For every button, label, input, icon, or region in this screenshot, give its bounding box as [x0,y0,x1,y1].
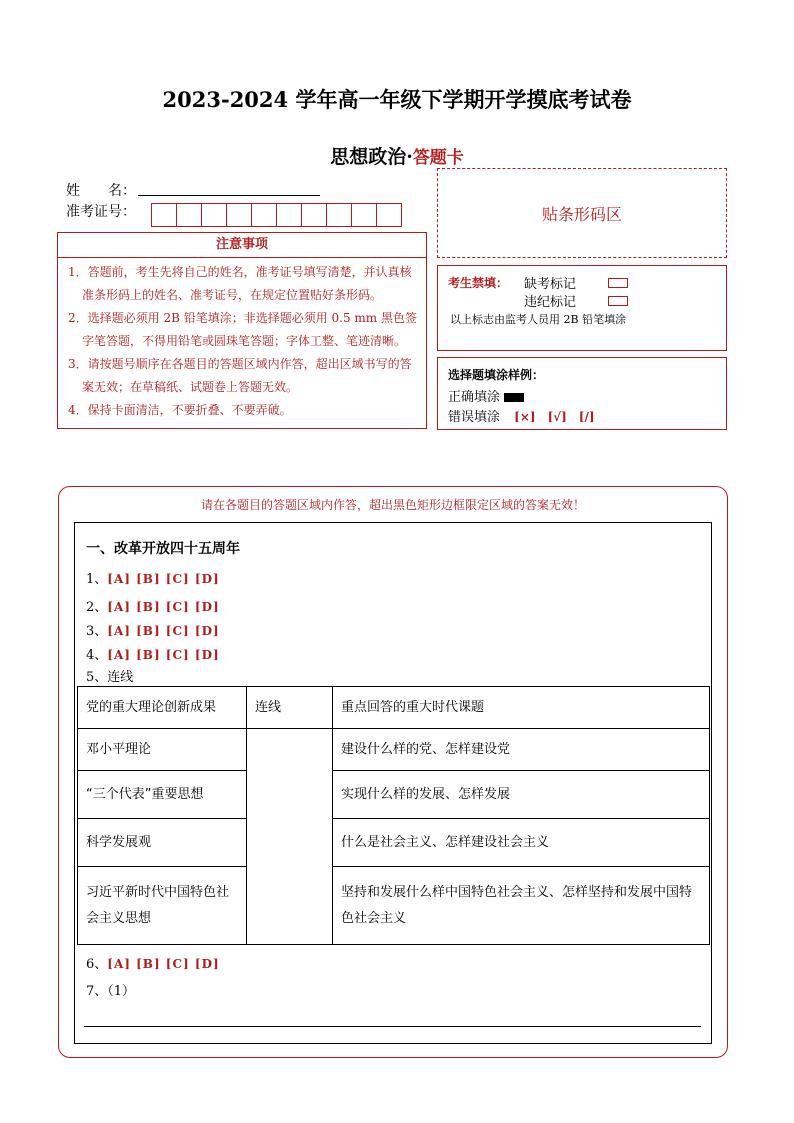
question-number: 3、 [86,624,108,639]
id-digit-box[interactable] [351,203,377,227]
fill-sample-box [437,357,727,430]
correct-fill-label [448,386,524,405]
id-digit-box[interactable] [276,203,302,227]
question-7: 7、（1） [86,984,136,999]
right-item: 坚持和发展什么样中国特色社会主义、怎样坚持和发展中国特色社会主义 [333,867,710,945]
table-row [78,729,710,771]
right-item: 实现什么样的发展、怎样发展 [333,771,710,819]
table-row [78,819,710,867]
id-digit-box[interactable] [376,203,402,227]
choice-options[interactable]: [A] [B] [C] [D] [107,648,220,662]
id-digit-box[interactable] [176,203,202,227]
notice-item: 3．请按题号顺序在各题目的答题区域内作答，超出区域书写的答案无效；在草稿纸、试题卷上答题无效。 [68,357,412,394]
question-2 [86,596,220,615]
question-5: 5、连线 [86,670,134,685]
choice-options[interactable]: [A] [B] [C] [D] [107,600,220,614]
choice-options[interactable]: [A] [B] [C] [D] [107,957,220,971]
left-item: “三个代表”重要思想 [78,771,247,819]
table-row [78,867,710,945]
question-number: 6、 [86,957,108,972]
id-digit-box[interactable] [201,203,227,227]
id-label: 准考证号： [66,204,136,220]
question-3 [86,620,220,639]
id-digit-box[interactable] [326,203,352,227]
violation-label: 违纪标记 [524,295,577,310]
right-item: 什么是社会主义、怎样建设社会主义 [333,819,710,867]
correct-fill-text: 正确填涂 [448,390,501,405]
sample-title: 选择题填涂样例： [448,368,545,382]
matching-table [77,686,710,945]
right-item: 建设什么样的党、怎样建设党 [333,729,710,771]
subject-label: 思想政治· [330,146,413,168]
id-number-boxes[interactable] [152,203,402,227]
absent-mark-box[interactable] [608,278,628,288]
forbidden-note: 以上标志由监考人员用 2B 铅笔填涂 [450,313,627,326]
violation-mark-box[interactable] [608,296,628,306]
wrong-fill-text: 错误填涂 [448,410,501,425]
id-digit-box[interactable] [151,203,177,227]
forbidden-box [437,265,727,351]
left-item: 邓小平理论 [78,729,247,771]
question-number: 2、 [86,600,108,615]
forbidden-label: 考生禁填： [448,276,509,290]
answer-line[interactable] [84,1025,701,1027]
link-area[interactable] [247,729,333,945]
header-link: 连线 [247,687,333,729]
answer-card-label: 答题卡 [412,148,464,168]
question-6 [86,953,220,972]
question-1 [86,568,220,587]
answer-area-warning: 请在各题目的答题区域内作答，超出黑色矩形边框限定区域的答案无效！ [200,498,585,512]
subject-title [0,142,794,169]
question-4 [86,644,220,663]
header-topics: 重点回答的重大时代课题 [333,687,710,729]
table-header-row [78,687,710,729]
section-title: 一、改革开放四十五周年 [86,541,240,557]
notice-item: 4．保持卡面清洁，不要折叠、不要弄破。 [68,403,292,417]
choice-options[interactable]: [A] [B] [C] [D] [107,572,220,586]
exam-title: 2023-2024 学年高一年级下学期开学摸底考试卷 [162,87,632,112]
left-item: 科学发展观 [78,819,247,867]
table-row [78,771,710,819]
name-label: 姓 名： [66,183,136,199]
id-digit-box[interactable] [226,203,252,227]
notice-title: 注意事项 [58,233,426,258]
id-digit-box[interactable] [301,203,327,227]
correct-fill-example [504,393,524,402]
wrong-fill-label [448,406,595,425]
notice-item: 2．选择题必须用 2B 铅笔填涂；非选择题必须用 0.5 mm 黑色签字笔答题，不得用铅笔或圆珠笔答题；字体工整、笔迹清晰。 [68,311,418,348]
choice-options[interactable]: [A] [B] [C] [D] [107,624,220,638]
name-field[interactable] [138,194,320,196]
question-number: 4、 [86,648,108,663]
absent-label: 缺考标记 [524,277,577,292]
id-digit-box[interactable] [251,203,277,227]
barcode-label: 贴条形码区 [541,204,622,224]
left-item: 习近平新时代中国特色社会主义思想 [78,867,247,945]
header-achievements: 党的重大理论创新成果 [78,687,247,729]
wrong-fill-examples: [×] [√] [/] [514,410,595,424]
notice-item: 1．答题前，考生先将自己的姓名，准考证号填写清楚，并认真核准条形码上的姓名、准考证号，在规定位置贴好条形码。 [68,265,412,302]
notice-box [57,232,427,429]
barcode-area [437,168,727,258]
question-number: 1、 [86,572,108,587]
